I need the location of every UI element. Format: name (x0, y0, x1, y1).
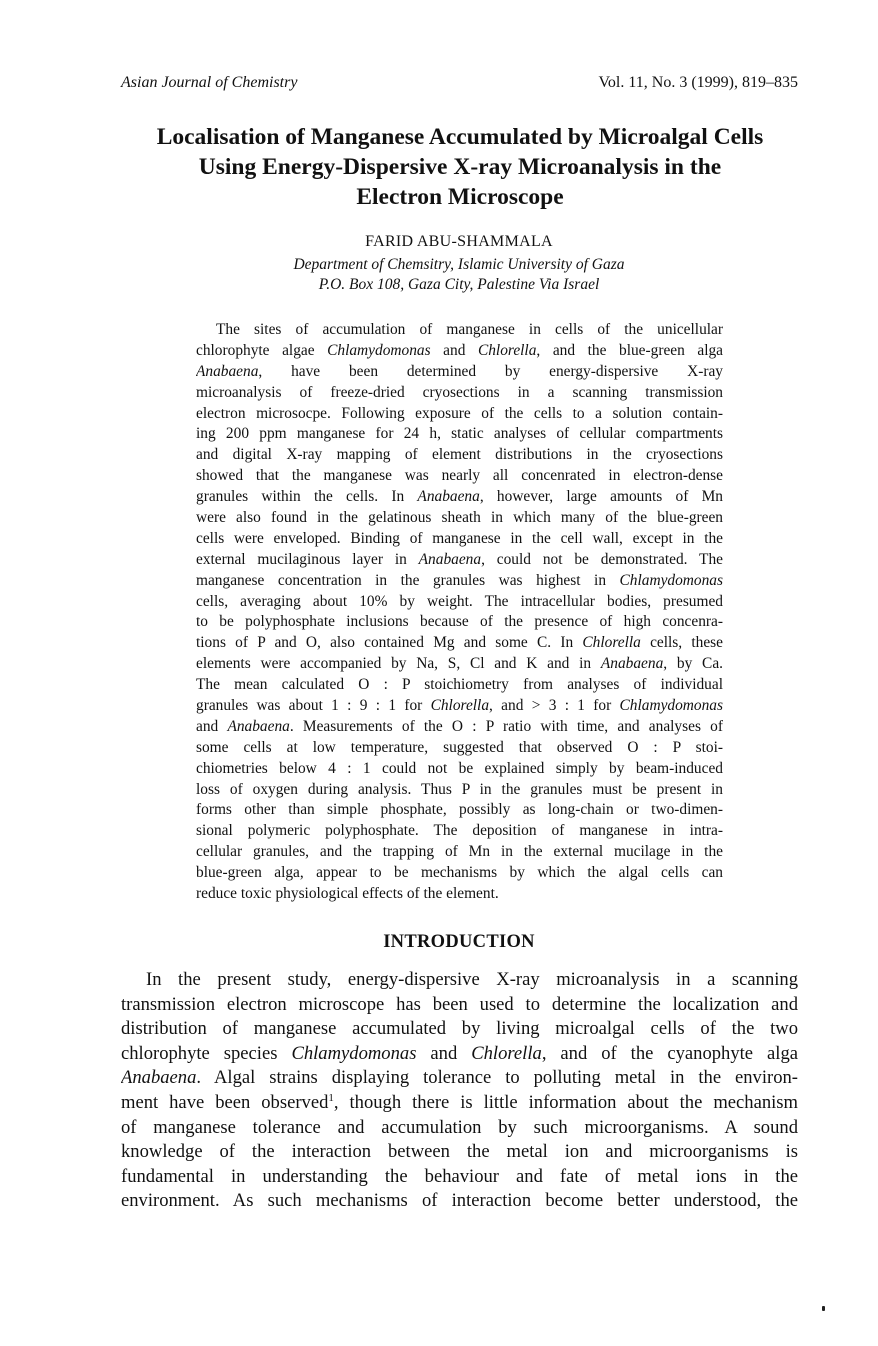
abstract-line: The mean calculated O : P stoichiometry from analyses of individual (196, 676, 723, 694)
abstract-line: microanalysis of freeze-dried cryosections in a scanning transmission (196, 383, 723, 401)
abstract-line: cellular granules, and the trapping of Mn in the external mucilage in the (196, 843, 723, 861)
abstract-line: chlorophyte algae Chlamydomonas and Chlorella, and the blue-green alga (196, 341, 723, 359)
title-line: Electron Microscope (356, 184, 564, 210)
abstract-line: some cells at low temperature, suggested that observed O : P stoi- (196, 738, 723, 756)
abstract-line: loss of oxygen during analysis. Thus P in the granules must be present in (196, 780, 723, 798)
abstract-line: forms other than simple phosphate, possibly as long-chain or two-dimen- (196, 801, 723, 819)
abstract-line: tions of P and O, also contained Mg and some C. In Chlorella cells, these (196, 634, 723, 652)
intro-line: fundamental in understanding the behaviour and fate of metal ions in the (121, 1165, 798, 1187)
title-line: Using Energy-Dispersive X-ray Microanalysis in the (198, 154, 722, 180)
abstract-line: electron microsocpe. Following exposure of the cells to a solution contain- (196, 404, 723, 422)
paper-title (110, 122, 810, 212)
abstract (196, 320, 723, 905)
intro-line: distribution of manganese accumulated by living microalgal cells of the two (121, 1018, 798, 1040)
intro-line: knowledge of the interaction between the metal ion and microorganisms is (121, 1141, 798, 1163)
volume-info: Vol. 11, No. 3 (1999), 819–835 (598, 74, 798, 91)
abstract-line: and Anabaena. Measurements of the O : P ratio with time, and analyses of (196, 717, 723, 735)
introduction-body (121, 968, 798, 1214)
author-name: FARID ABU-SHAMMALA (365, 233, 553, 250)
section-heading: INTRODUCTION (383, 932, 535, 952)
affiliation-line: P.O. Box 108, Gaza City, Palestine Via Israel (318, 276, 600, 293)
abstract-line: were also found in the gelatinous sheath in which many of the blue-green (196, 509, 723, 527)
abstract-line: Anabaena, have been determined by energy-dispersive X-ray (196, 362, 723, 380)
abstract-line: sional polymeric polyphosphate. The deposition of manganese in intra- (196, 822, 723, 840)
abstract-line: granules within the cells. In Anabaena, however, large amounts of Mn (196, 488, 723, 506)
abstract-line: manganese concentration in the granules was highest in Chlamydomonas (196, 571, 723, 589)
abstract-line: blue-green alga, appear to be mechanisms by which the algal cells can (196, 864, 723, 882)
title-line: Localisation of Manganese Accumulated by Microalgal Cells (156, 124, 764, 150)
abstract-line: to be polyphosphate inclusions because of the presence of high concenra- (196, 613, 723, 631)
scan-speck (822, 1306, 825, 1311)
abstract-line: chiometries below 4 : 1 could not be explained simply by beam-induced (196, 759, 723, 777)
intro-line: of manganese tolerance and accumulation by such microorganisms. A sound (121, 1116, 798, 1138)
intro-line: In the present study, energy-dispersive X-ray microanalysis in a scanning (146, 969, 798, 990)
abstract-line: cells were enveloped. Binding of manganese in the cell wall, except in the (196, 529, 723, 547)
abstract-line: reduce toxic physiological effects of the element. (196, 885, 499, 903)
journal-name: Asian Journal of Chemistry (121, 74, 298, 91)
abstract-line: ing 200 ppm manganese for 24 h, static analyses of cellular compartments (196, 425, 723, 443)
intro-line: transmission electron microscope has been used to determine the localization and (121, 993, 798, 1015)
intro-line: ment have been observed$^1$, though there is little information about the mechanism (121, 1091, 798, 1113)
intro-line: environment. As such mechanisms of interaction become better understood, the (121, 1190, 798, 1212)
abstract-line: external mucilaginous layer in Anabaena, could not be demonstrated. The (196, 550, 723, 568)
abstract-line: The sites of accumulation of manganese in cells of the unicellular (216, 321, 723, 338)
abstract-line: showed that the manganese was nearly all concenrated in electron-dense (196, 467, 723, 485)
intro-line: chlorophyte species Chlamydomonas and Chlorella, and of the cyanophyte alga (121, 1042, 798, 1064)
intro-line: Anabaena. Algal strains displaying tolerance to polluting metal in the environ- (121, 1067, 798, 1089)
abstract-line: and digital X-ray mapping of element distributions in the cryosections (196, 446, 723, 464)
affiliation-line: Department of Chemsitry, Islamic University of Gaza (293, 256, 625, 273)
abstract-line: cells, averaging about 10% by weight. The intracellular bodies, presumed (196, 592, 723, 610)
abstract-line: elements were accompanied by Na, S, Cl and K and in Anabaena, by Ca. (196, 655, 723, 673)
abstract-line: granules was about 1 : 9 : 1 for Chlorella, and > 3 : 1 for Chlamydomonas (196, 697, 723, 715)
